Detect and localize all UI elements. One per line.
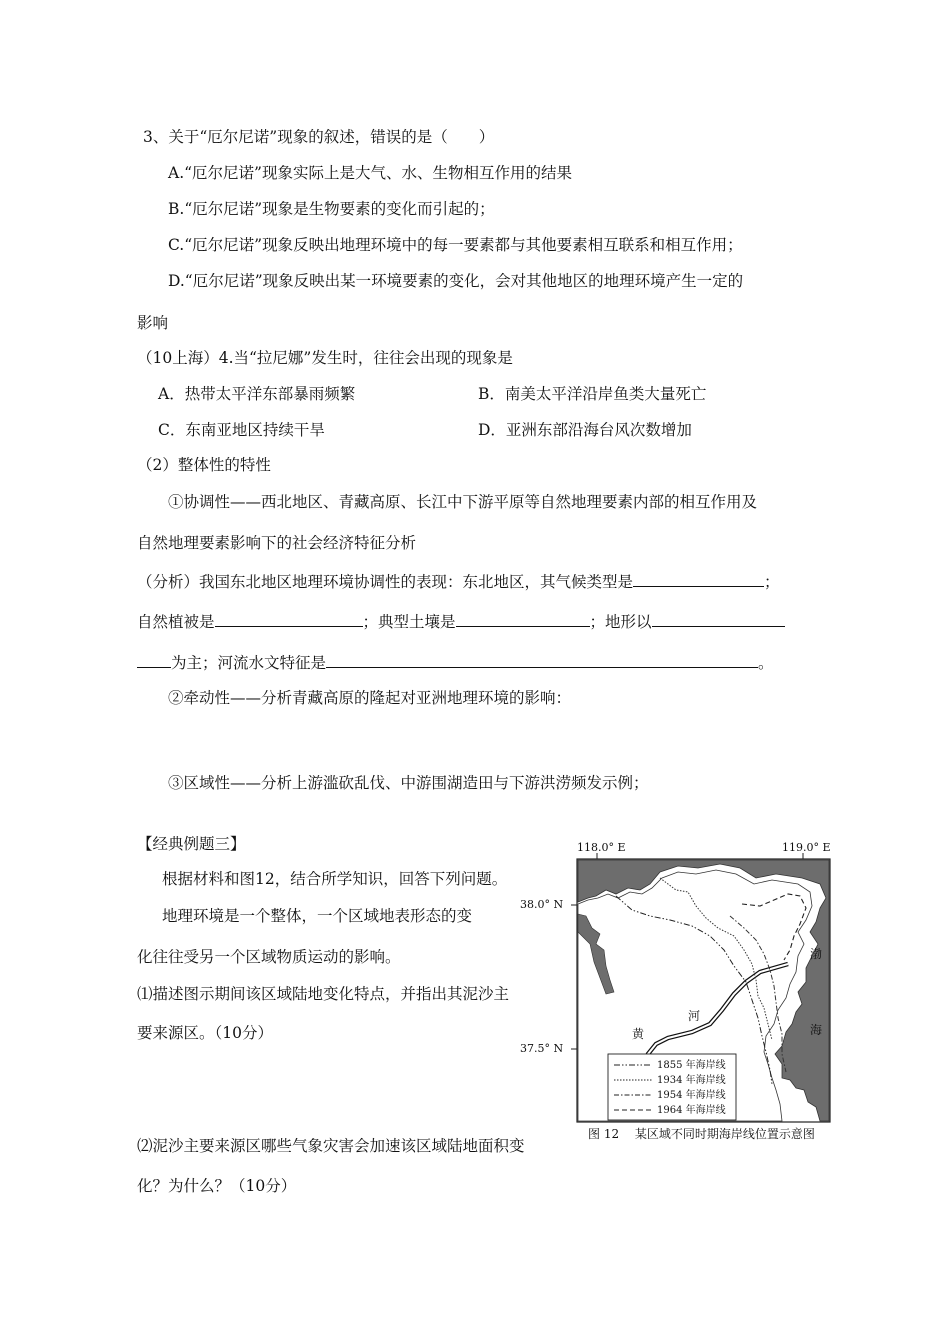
river-label-1: 河 bbox=[688, 1009, 701, 1023]
lon-left-label: 118.0° E bbox=[577, 841, 626, 854]
analysis-line-2: 自然植被是 ；典型土壤是 ；地形以 bbox=[137, 610, 785, 632]
legend-label-1934: 1934 年海岸线 bbox=[657, 1075, 726, 1086]
soil-blank[interactable] bbox=[456, 610, 590, 627]
question-2: ⑵泥沙主要来源区哪些气象灾害会加速该区域陆地面积变 bbox=[137, 1137, 525, 1155]
q3-option-a: A.“厄尔尼诺”现象实际上是大气、水、生物相互作用的结果 bbox=[168, 164, 572, 182]
q3-stem: 3、关于“厄尔尼诺”现象的叙述，错误的是（ ） bbox=[143, 128, 495, 146]
lat-bottom-label: 37.5° N bbox=[520, 1042, 564, 1055]
q4-option-b: B．南美太平洋沿岸鱼类大量死亡 bbox=[478, 385, 707, 403]
traction-para: ②牵动性——分析青藏高原的隆起对亚洲地理环境的影响： bbox=[168, 689, 572, 707]
hydrology-blank[interactable] bbox=[326, 651, 758, 668]
figure-caption: 图 12 某区域不同时期海岸线位置示意图 bbox=[588, 1127, 815, 1141]
example-title: 【经典例题三】 bbox=[137, 835, 246, 853]
q4-option-c: C．东南亚地区持续干旱 bbox=[158, 421, 325, 439]
coordination-para: ①协调性——西北地区、青藏高原、长江中下游平原等自然地理要素内部的相互作用及 bbox=[168, 493, 758, 511]
coordination-para-cont: 自然地理要素影响下的社会经济特征分析 bbox=[137, 534, 417, 552]
material-line-1: 地理环境是一个整体，一个区域地表形态的变 bbox=[162, 907, 473, 925]
climate-blank[interactable] bbox=[633, 570, 764, 587]
example-intro: 根据材料和图12，结合所学知识，回答下列问题。 bbox=[162, 870, 508, 888]
analysis-line-1: （分析）我国东北地区地理环境协调性的表现：东北地区，其气候类型是 ； bbox=[137, 570, 780, 592]
map-drawing bbox=[520, 832, 850, 1152]
lon-right-label: 119.0° E bbox=[782, 841, 831, 854]
terrain-blank-cont[interactable] bbox=[137, 651, 171, 668]
q4-option-d: D．亚洲东部沿海台风次数增加 bbox=[478, 421, 692, 439]
analysis-line-3: 为主；河流水文特征是 。 bbox=[137, 651, 774, 673]
coastline-map bbox=[520, 832, 850, 1152]
question-1: ⑴描述图示期间该区域陆地变化特点，并指出其泥沙主 bbox=[137, 985, 510, 1003]
lat-top-label: 38.0° N bbox=[520, 898, 564, 911]
vegetation-blank[interactable] bbox=[215, 610, 363, 627]
legend-label-1964: 1964 年海岸线 bbox=[657, 1105, 726, 1116]
legend-label-1954: 1954 年海岸线 bbox=[657, 1090, 726, 1101]
q3-option-d-cont: 影响 bbox=[137, 314, 169, 332]
river-label-2: 黄 bbox=[632, 1027, 645, 1041]
analysis-text: （分析）我国东北地区地理环境协调性的表现：东北地区，其气候类型是 bbox=[137, 573, 634, 591]
sea-label-2: 海 bbox=[810, 1023, 823, 1037]
q4-stem: （10上海）4.当“拉尼娜”发生时，往往会出现的现象是 bbox=[137, 349, 513, 367]
question-1-cont: 要来源区。（10分） bbox=[137, 1024, 273, 1042]
q3-option-d: D.“厄尔尼诺”现象反映出某一环境要素的变化，会对其他地区的地理环境产生一定的 bbox=[168, 272, 744, 290]
section-title: （2）整体性的特性 bbox=[137, 456, 271, 474]
q3-option-b: B.“厄尔尼诺”现象是生物要素的变化而引起的； bbox=[168, 200, 495, 218]
terrain-blank[interactable] bbox=[652, 610, 785, 627]
q3-option-c: C.“厄尔尼诺”现象反映出地理环境中的每一要素都与其他要素相互联系和相互作用； bbox=[168, 236, 743, 254]
sea-label-1: 渤 bbox=[810, 947, 823, 961]
question-2-cont: 化？为什么？（10分） bbox=[137, 1177, 297, 1195]
q4-option-a: A．热带太平洋东部暴雨频繁 bbox=[158, 385, 356, 403]
material-line-2: 化往往受另一个区域物质运动的影响。 bbox=[137, 948, 401, 966]
legend-label-1855: 1855 年海岸线 bbox=[657, 1060, 726, 1071]
regional-para: ③区域性——分析上游滥砍乱伐、中游围湖造田与下游洪涝频发示例； bbox=[168, 774, 649, 792]
